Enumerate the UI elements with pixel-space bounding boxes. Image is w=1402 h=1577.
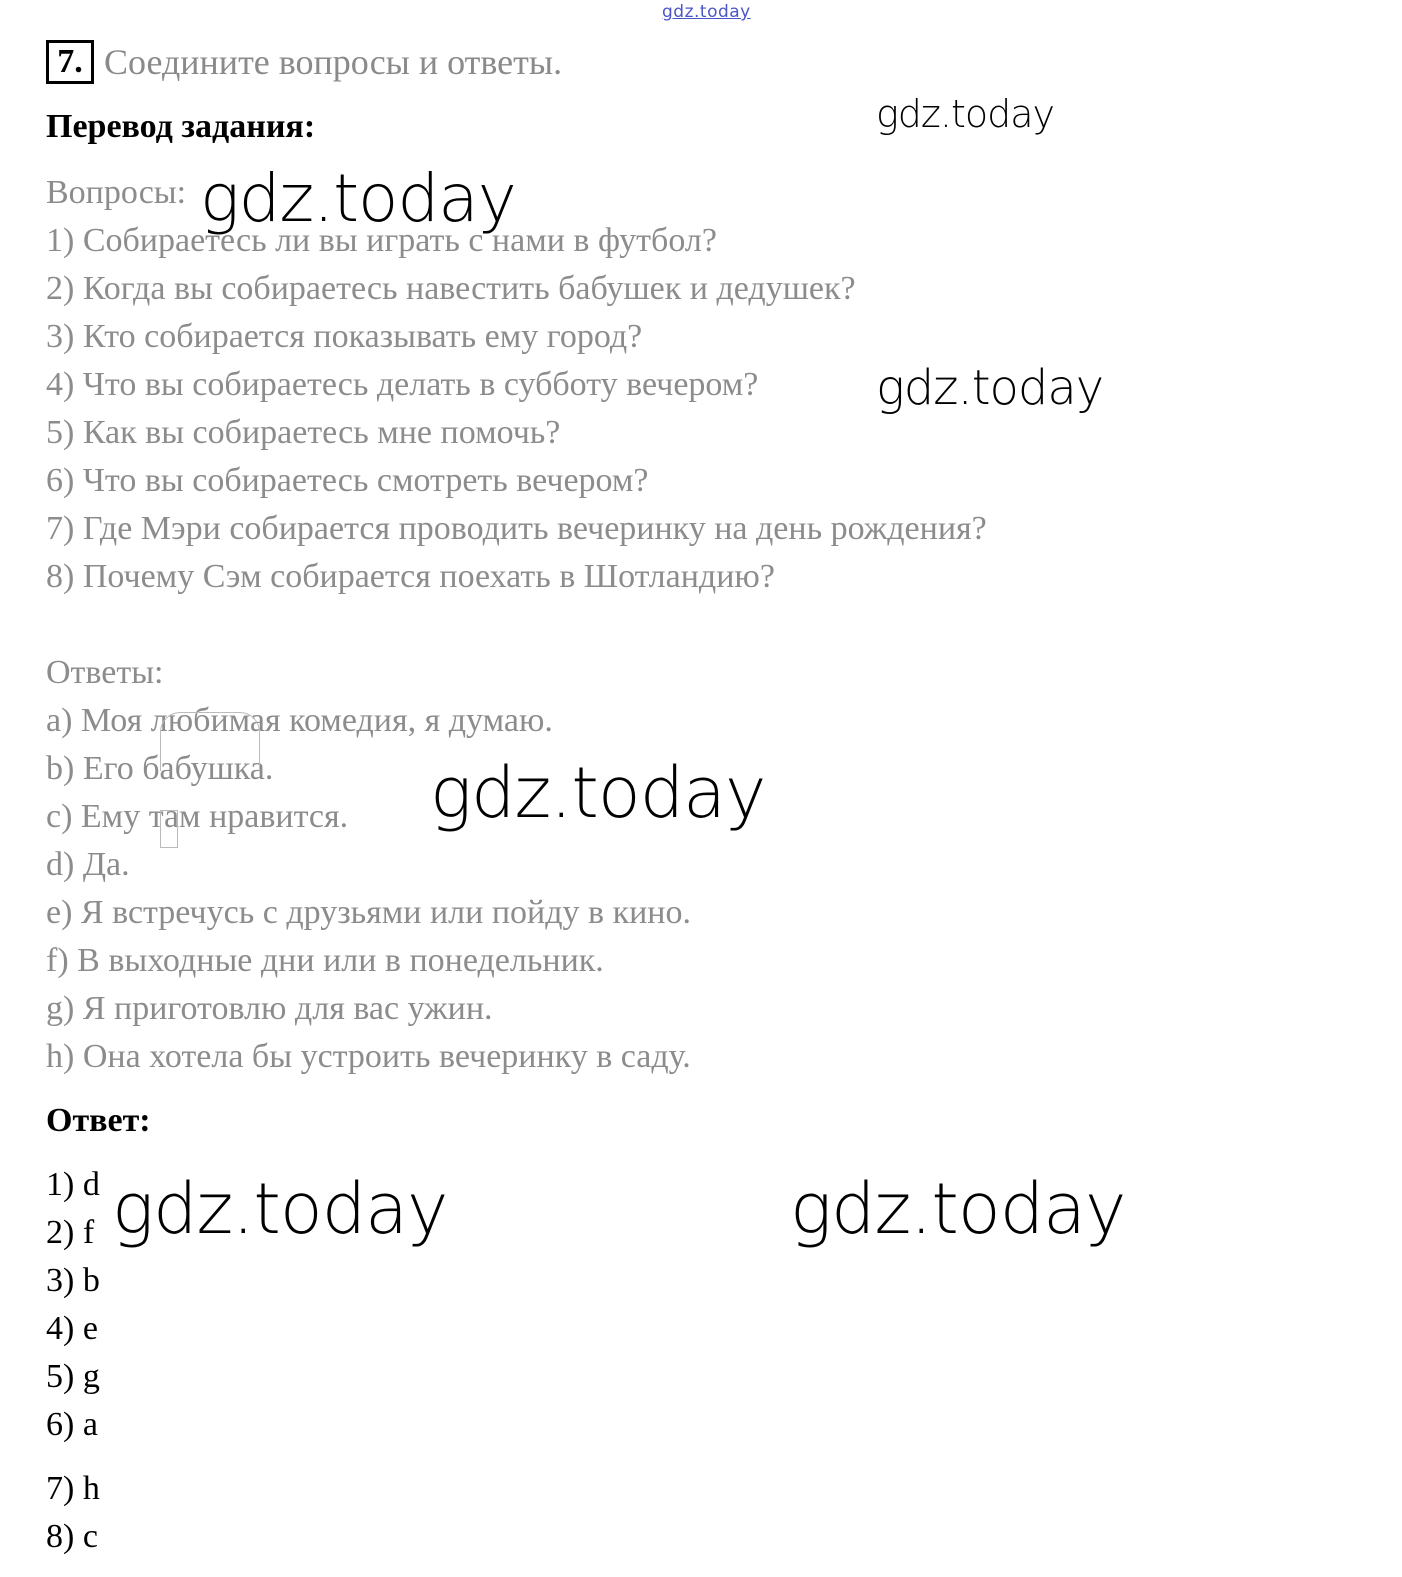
watermark: gdz.today	[430, 752, 766, 834]
exercise-instruction: Соедините вопросы и ответы.	[104, 42, 563, 82]
answer-option: b) Его бабушка.	[46, 750, 274, 787]
answers-label: Ответы:	[46, 654, 164, 691]
answer-key-item: 6) a	[46, 1406, 98, 1443]
exercise-header	[46, 40, 562, 84]
watermark-top: gdz.today	[662, 2, 751, 22]
watermark: gdz.today	[112, 1168, 448, 1250]
answer-key-item: 4) e	[46, 1310, 98, 1347]
question-item: 4) Что вы собираетесь делать в субботу вечером?	[46, 366, 759, 403]
answer-key-item: 7) h	[46, 1470, 100, 1507]
exercise-number: 7.	[46, 40, 94, 84]
watermark: gdz.today	[876, 360, 1104, 416]
scan-artifact	[160, 810, 178, 848]
answer-option: g) Я приготовлю для вас ужин.	[46, 990, 493, 1027]
answer-option: f) В выходные дни или в понедельник.	[46, 942, 604, 979]
answer-key-item: 1) d	[46, 1166, 100, 1203]
answer-option: a) Моя любимая комедия, я думаю.	[46, 702, 553, 739]
translation-heading: Перевод задания:	[46, 108, 316, 145]
watermark: gdz.today	[200, 160, 516, 237]
question-item: 6) Что вы собираетесь смотреть вечером?	[46, 462, 649, 499]
questions-label: Вопросы:	[46, 174, 187, 211]
answer-key-item: 2) f	[46, 1214, 95, 1251]
question-item: 3) Кто собирается показывать ему город?	[46, 318, 643, 355]
scan-artifact	[160, 712, 260, 771]
answer-key-item: 8) c	[46, 1518, 98, 1555]
answer-key-item: 3) b	[46, 1262, 100, 1299]
answer-option: e) Я встречусь с друзьями или пойду в кино.	[46, 894, 691, 931]
answer-key-item: 5) g	[46, 1358, 100, 1395]
question-item: 7) Где Мэри собирается проводить вечеринку на день рождения?	[46, 510, 987, 547]
question-item: 2) Когда вы собираетесь навестить бабушек и дедушек?	[46, 270, 856, 307]
question-item: 1) Собираетесь ли вы играть с нами в футбол?	[46, 222, 717, 259]
answer-option: d) Да.	[46, 846, 130, 883]
answer-option: h) Она хотела бы устроить вечеринку в саду.	[46, 1038, 691, 1075]
watermark: gdz.today	[790, 1168, 1126, 1250]
question-item: 8) Почему Сэм собирается поехать в Шотландию?	[46, 558, 775, 595]
watermark: gdz.today	[876, 92, 1054, 136]
answer-heading: Ответ:	[46, 1102, 151, 1139]
question-item: 5) Как вы собираетесь мне помочь?	[46, 414, 561, 451]
answer-option: c) Ему там нравится.	[46, 798, 349, 835]
